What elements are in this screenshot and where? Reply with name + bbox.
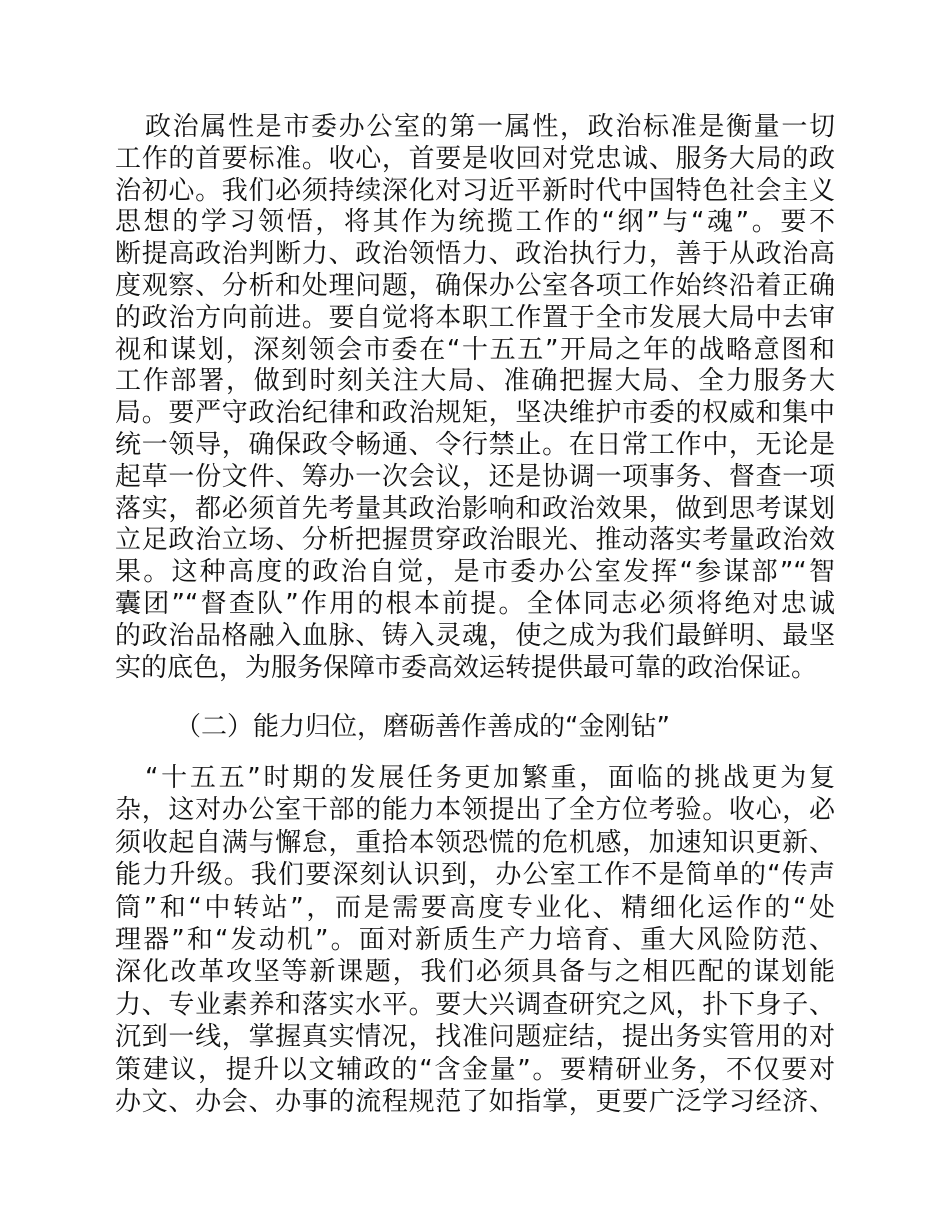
text-line: 深化改革攻坚等新课题，我们必须具备与之相匹配的谋划能 (115, 957, 835, 987)
text-line: 杂，这对办公室干部的能力本领提出了全方位考验。收心，必 (115, 795, 835, 825)
text-line: 局。要严守政治纪律和政治规矩，坚决维护市委的权威和集中 (115, 398, 835, 428)
text-line: 的政治方向前进。要自觉将本职工作置于全市发展大局中去审 (115, 303, 835, 333)
text-line: “十五五”时期的发展任务更加繁重，面临的挑战更为复 (145, 763, 835, 793)
text-line: 立足政治立场、分析把握贯穿政治眼光、推动落实考量政治效 (115, 525, 835, 555)
text-line: 落实，都必须首先考量其政治影响和政治效果，做到思考谋划 (115, 494, 835, 524)
text-line: 起草一份文件、筹办一次会议，还是协调一项事务、督查一项 (115, 462, 835, 492)
text-line: 的政治品格融入血脉、铸入灵魂，使之成为我们最鲜明、最坚 (115, 621, 835, 651)
text-line: 沉到一线，掌握真实情况，找准问题症结，提出务实管用的对 (115, 1022, 835, 1052)
text-line: 断提高政治判断力、政治领悟力、政治执行力，善于从政治高 (115, 239, 835, 269)
text-line: 力、专业素养和落实水平。要大兴调查研究之风，扑下身子、 (115, 990, 835, 1020)
text-line: 囊团”“督查队”作用的根本前提。全体同志必须将绝对忠诚 (115, 589, 835, 619)
text-line: 办文、办会、办事的流程规范了如指掌，更要广泛学习经济、 (115, 1087, 835, 1117)
text-line: 政治属性是市委办公室的第一属性，政治标准是衡量一切 (145, 112, 835, 142)
section-heading: （二）能力归位，磨砺善作善成的“金刚钻” (175, 712, 670, 742)
text-line: 统一领导，确保政令畅通、令行禁止。在日常工作中，无论是 (115, 430, 835, 460)
text-line: 思想的学习领悟，将其作为统揽工作的“纲”与“魂”。要不 (115, 207, 835, 237)
text-line: 治初心。我们必须持续深化对习近平新时代中国特色社会主义 (115, 176, 835, 206)
text-line: 度观察、分析和处理问题，确保办公室各项工作始终沿着正确 (115, 271, 835, 301)
text-line: 策建议，提升以文辅政的“含金量”。要精研业务，不仅要对 (115, 1055, 835, 1085)
text-line: 视和谋划，深刻领会市委在“十五五”开局之年的战略意图和 (115, 335, 835, 365)
text-line: 果。这种高度的政治自觉，是市委办公室发挥“参谋部”“智 (115, 557, 835, 587)
text-line: 实的底色，为服务保障市委高效运转提供最可靠的政治保证。 (115, 653, 818, 683)
text-line: 能力升级。我们要深刻认识到，办公室工作不是简单的“传声 (115, 860, 835, 890)
text-line: 工作的首要标准。收心，首要是收回对党忠诚、服务大局的政 (115, 144, 835, 174)
text-line: 须收起自满与懈怠，重拾本领恐慌的危机感，加速知识更新、 (115, 828, 835, 858)
text-line: 筒”和“中转站”，而是需要高度专业化、精细化运作的“处 (115, 893, 835, 923)
text-line: 工作部署，做到时刻关注大局、准确把握大局、全力服务大 (115, 366, 835, 396)
text-line: 理器”和“发动机”。面对新质生产力培育、重大风险防范、 (115, 925, 835, 955)
